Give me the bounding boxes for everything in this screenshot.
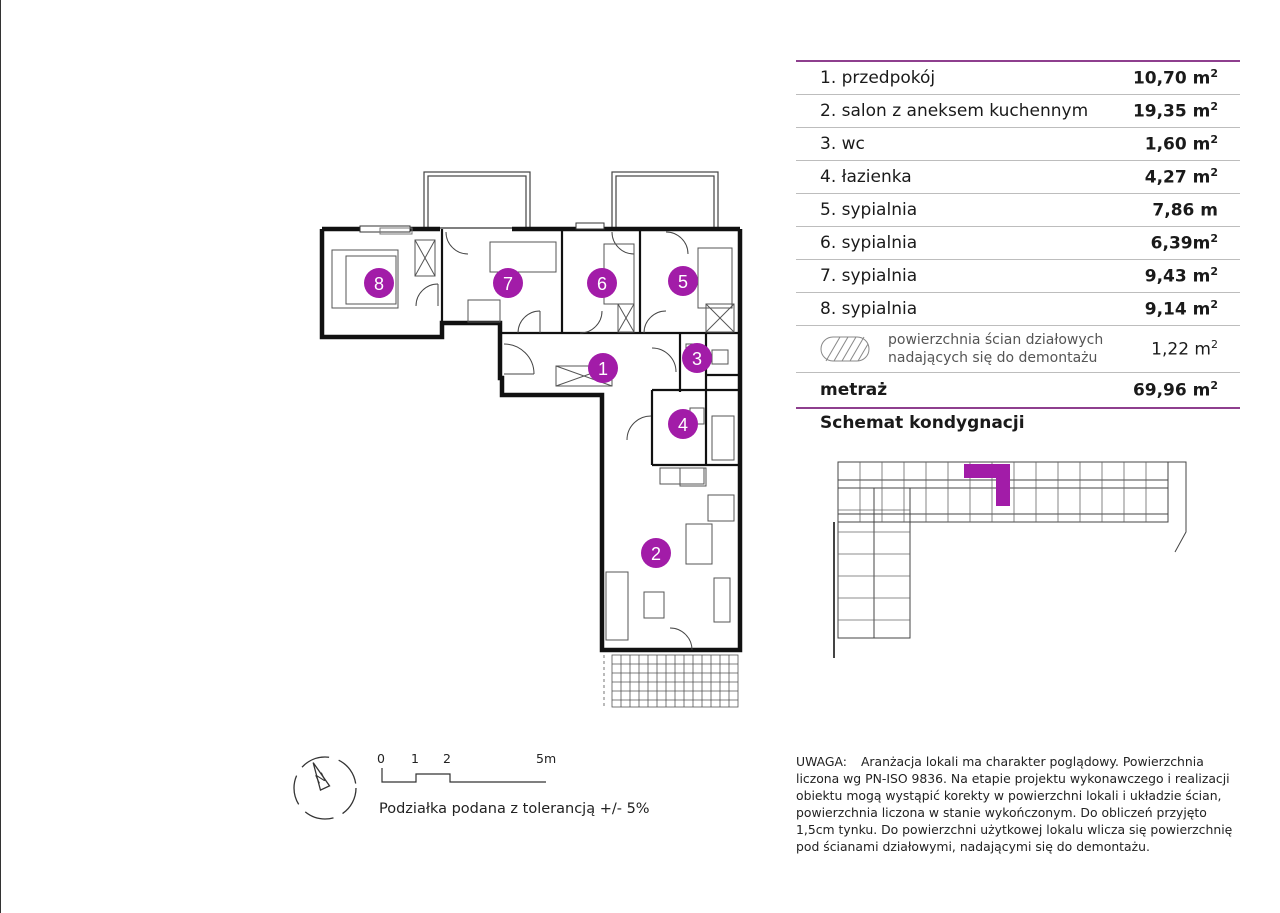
compass-letter: N [312,769,328,787]
room-row-8 [796,293,1240,326]
room-area: 1,60 $m^2$ [1144,133,1218,155]
room-area-table [796,60,1240,409]
scale-caption: Podziałka podana z tolerancją +/- 5% [379,801,650,817]
room-marker-7-label: 7 [502,274,514,294]
balcony-right [612,172,718,228]
balcony-left [424,172,530,228]
room-area: 9,43 $m^2$ [1144,265,1218,287]
table-bottom-rule [796,407,1240,409]
room-row-1 [796,62,1240,95]
room-label: 7. sypialnia [820,266,918,286]
hatch-swatch-icon [820,336,870,362]
room-label: 4. łazienka [820,167,912,187]
room-marker-2-label: 2 [650,544,662,564]
room-row-2 [796,95,1240,128]
scale-tick-1: 1 [411,751,419,766]
room-row-6 [796,227,1240,260]
room-area: $6,39m^2$ [1150,232,1218,254]
room-label: 5. sypialnia [820,200,918,220]
floor-plan [310,165,760,710]
scale-bar [378,764,568,786]
room-marker-5-label: 5 [677,272,689,292]
room-marker-3-label: 3 [691,349,703,369]
room-area: 19,35 $m^2$ [1132,100,1218,122]
total-row [796,373,1240,407]
partition-text: powierzchnia ścian działowych nadających się do demontażu [888,332,1104,366]
room-marker-2 [641,538,671,568]
room-marker-3 [682,343,712,373]
doors [416,232,692,650]
disclaimer-note [796,753,1246,855]
room-label: 6. sypialnia [820,233,918,253]
room-marker-6-label: 6 [596,274,608,294]
room-marker-8-label: 8 [373,274,385,294]
room-marker-1 [588,353,618,383]
room-marker-1-label: 1 [597,359,609,379]
room-row-5 [796,194,1240,227]
room-marker-8 [364,268,394,298]
room-row-3 [796,128,1240,161]
room-label: 3. wc [820,134,865,154]
floor-schema-plan [830,452,1192,660]
room-label: 2. salon z aneksem kuchennym [820,101,1089,121]
room-marker-5 [668,266,698,296]
room-label: 1. przedpokój [820,68,936,88]
total-label: metraż [820,380,888,400]
scale-tick-5m: 5m [536,751,557,766]
floor-schema-title: Schemat kondygnacji [820,413,1025,433]
room-area: 10,70 $m^2$ [1132,67,1218,89]
room-marker-4 [668,409,698,439]
room-area: 7,86 m [1152,200,1218,221]
scale-tick-2: 2 [443,751,451,766]
note-label: UWAGA: [796,754,847,769]
room-marker-6 [587,268,617,298]
partition-row [796,326,1240,373]
scale-tick-0: 0 [377,751,385,766]
note-text: Aranżacja lokali ma charakter poglądowy. Powierzchnia liczona wg PN-ISO 9836. Na etapie projektu wykonawczego i realizacji obiektu mogą wystąpić korekty w powierzchni lokali i układzie ścian, powierzchnia liczona w stanie wykończonym. Do obliczeń przyjęto 1,5cm tynku. Do powierzchni użytkowej lokalu wlicza się powierzchnię pod ścianami działowymi, nadającymi się do demontażu. [796,754,1233,854]
total-area: 69,96 $m^2$ [1132,379,1218,401]
compass-icon [290,748,360,824]
terrace-grid [604,655,738,707]
room-marker-7 [493,268,523,298]
room-row-4 [796,161,1240,194]
room-label: 8. sypialnia [820,299,918,319]
room-area: 9,14 $m^2$ [1144,298,1218,320]
partition-area: 1,22 $m^2$ [1151,338,1218,360]
partition-legend [820,331,1103,367]
room-marker-4-label: 4 [677,415,689,435]
room-area: 4,27 $m^2$ [1144,166,1218,188]
room-row-7 [796,260,1240,293]
highlighted-apartment [964,464,1010,506]
furniture [332,240,734,640]
page-border-line [0,0,1,913]
